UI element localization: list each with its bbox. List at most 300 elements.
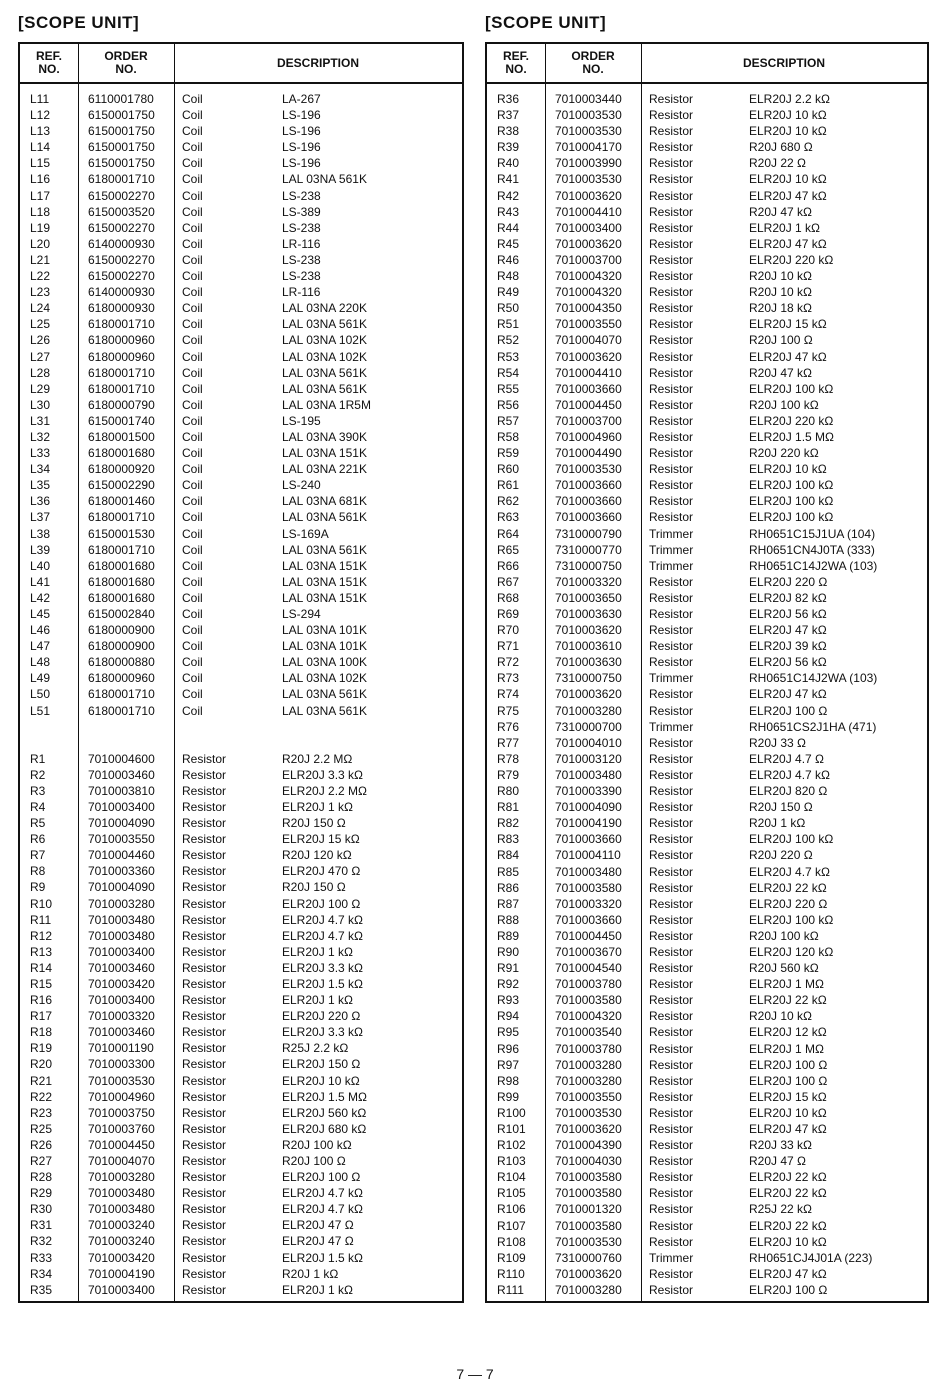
part-spec: ELR20J 47 kΩ — [749, 236, 827, 251]
order-no: 7010003550 — [88, 832, 155, 847]
order-no: 6180001710 — [88, 365, 155, 380]
ref-no: R23 — [30, 1105, 53, 1120]
part-spec: LAL 03NA 561K — [282, 687, 367, 702]
table-row — [20, 413, 462, 429]
order-no: 7010001320 — [555, 1202, 622, 1217]
part-spec: LS-238 — [282, 188, 321, 203]
table-row — [487, 558, 927, 574]
part-type: Trimmer — [649, 671, 694, 686]
table-row — [20, 493, 462, 509]
part-type: Resistor — [182, 944, 227, 959]
ref-no: R51 — [497, 317, 520, 332]
part-type: Resistor — [649, 928, 694, 943]
part-type: Resistor — [649, 1025, 694, 1040]
table-row — [487, 365, 927, 381]
table-row — [487, 1218, 927, 1234]
part-type: Coil — [182, 671, 203, 686]
order-no: 7010003320 — [555, 896, 622, 911]
order-no: 6110001780 — [88, 92, 154, 106]
part-type: Coil — [182, 462, 203, 477]
order-no: 7010003620 — [555, 687, 622, 702]
order-no: 7010003280 — [555, 1073, 622, 1088]
table-row — [20, 558, 462, 574]
order-no: 7010003280 — [555, 703, 622, 718]
table-row — [487, 461, 927, 477]
ref-no: L40 — [30, 558, 51, 573]
table-row — [20, 670, 462, 686]
ref-no: R66 — [497, 558, 520, 573]
ref-no: L50 — [30, 687, 51, 702]
ref-no: R25 — [30, 1121, 53, 1136]
part-type: Coil — [182, 446, 203, 461]
ref-no: R17 — [30, 1009, 53, 1024]
table-row — [487, 735, 927, 751]
part-spec: LAL 03NA 102K — [282, 333, 367, 348]
part-type: Resistor — [182, 783, 227, 798]
part-type: Resistor — [649, 800, 694, 815]
table-row — [487, 751, 927, 767]
part-type: Coil — [182, 252, 203, 267]
table-row — [20, 574, 462, 590]
part-spec: ELR20J 220 Ω — [749, 896, 828, 911]
part-type: Coil — [182, 526, 203, 541]
order-no: 7010004030 — [555, 1154, 622, 1169]
part-type: Trimmer — [649, 526, 694, 541]
part-type: Resistor — [649, 767, 694, 782]
table-row — [20, 703, 462, 719]
order-no: 7010004450 — [555, 928, 622, 943]
order-no: 7010003580 — [555, 1186, 622, 1201]
part-type: Resistor — [649, 220, 694, 235]
ref-no: R40 — [497, 156, 520, 171]
part-type: Coil — [182, 639, 203, 654]
part-spec: ELR20J 47 kΩ — [749, 623, 827, 638]
order-no: 7010003530 — [555, 108, 622, 123]
order-no: 7010003320 — [555, 574, 622, 589]
part-spec: LAL 03NA 151K — [282, 574, 367, 589]
part-spec: LS-389 — [282, 204, 321, 219]
order-no: 7010004410 — [555, 204, 622, 219]
order-no: 7010003990 — [555, 156, 622, 171]
order-no: 6180001680 — [88, 590, 155, 605]
ref-no: R93 — [497, 993, 520, 1008]
ref-no: R29 — [30, 1186, 53, 1201]
order-no: 7010004090 — [555, 800, 622, 815]
part-spec: ELR20J 1 kΩ — [749, 220, 821, 235]
table-body — [487, 84, 927, 1298]
ref-no: R38 — [497, 124, 520, 139]
part-spec: R20J 100 Ω — [282, 1154, 346, 1168]
order-no: 7010003650 — [555, 590, 622, 605]
order-no: 6150002270 — [88, 188, 155, 203]
order-no: 7010003280 — [88, 896, 155, 911]
ref-no: R97 — [497, 1057, 520, 1072]
table-row — [20, 284, 462, 300]
part-type: Coil — [182, 558, 203, 573]
order-no: 7010003480 — [555, 767, 622, 782]
part-spec: LS-196 — [282, 140, 321, 155]
order-no: 7010004390 — [555, 1138, 622, 1153]
table-row — [20, 944, 462, 960]
ref-no: R9 — [30, 880, 46, 895]
part-spec: LS-196 — [282, 108, 321, 123]
part-spec: LAL 03NA 221K — [282, 462, 367, 477]
part-spec: RH0651C14J2WA (103) — [749, 558, 878, 573]
part-type: Resistor — [649, 92, 694, 106]
order-no: 6180001710 — [88, 510, 155, 525]
part-type: Coil — [182, 381, 203, 396]
part-spec: ELR20J 100 kΩ — [749, 381, 834, 396]
ref-no: R84 — [497, 848, 520, 863]
part-type: Resistor — [182, 1218, 227, 1233]
table-row — [20, 590, 462, 606]
part-type: Resistor — [649, 590, 694, 605]
part-spec: LAL 03NA 561K — [282, 510, 367, 525]
order-no: 7010004490 — [555, 446, 622, 461]
part-type: Resistor — [649, 880, 694, 895]
ref-no: L21 — [30, 252, 51, 267]
ref-no: R110 — [497, 1266, 525, 1281]
table-row — [487, 928, 927, 944]
ref-no: L11 — [30, 92, 50, 106]
part-spec: R20J 10 kΩ — [749, 1009, 812, 1024]
part-type: Coil — [182, 365, 203, 380]
table-row — [20, 1233, 462, 1249]
order-no: 7010003580 — [555, 880, 622, 895]
ref-no: R89 — [497, 928, 520, 943]
part-spec: LS-294 — [282, 607, 321, 621]
part-spec: ELR20J 4.7 kΩ — [282, 1186, 364, 1201]
table-row — [20, 831, 462, 847]
table-row — [487, 1137, 927, 1153]
table-row — [487, 847, 927, 863]
order-no: 7010003620 — [555, 1266, 622, 1281]
order-no: 7010004320 — [555, 269, 622, 284]
order-no: 7010003620 — [555, 623, 622, 638]
order-no: 6180001500 — [88, 429, 155, 444]
order-no: 7010003360 — [88, 864, 155, 879]
table-row — [20, 542, 462, 558]
part-spec: R20J 100 Ω — [749, 333, 813, 348]
part-type: Resistor — [182, 1041, 227, 1056]
page-number: 7 — 7 — [456, 1366, 494, 1382]
table-row — [20, 879, 462, 895]
table-row — [487, 91, 927, 107]
part-type: Coil — [182, 124, 203, 139]
table-row — [20, 429, 462, 445]
table-row — [20, 477, 462, 493]
part-spec: ELR20J 10 kΩ — [749, 462, 827, 477]
ref-no: L25 — [30, 317, 51, 332]
part-spec: LS-169A — [282, 526, 329, 541]
ref-no: L37 — [30, 510, 51, 525]
table-row — [20, 1282, 462, 1298]
table-row — [20, 91, 462, 107]
part-spec: ELR20J 1 kΩ — [282, 1282, 354, 1297]
table-row — [20, 171, 462, 187]
order-no: 7010003530 — [555, 1105, 622, 1120]
order-no: 7010003660 — [555, 478, 622, 493]
table-row — [20, 992, 462, 1008]
right-column — [485, 10, 929, 1303]
order-no: 6150001740 — [88, 413, 155, 428]
part-type: Resistor — [182, 864, 227, 879]
left-column — [18, 10, 464, 1303]
part-type: Trimmer — [649, 1250, 694, 1265]
part-spec: ELR20J 1 kΩ — [282, 944, 354, 959]
part-spec: RH0651CN4J0TA (333) — [749, 542, 875, 557]
part-spec: R20J 22 Ω — [749, 156, 806, 171]
table-body — [20, 84, 462, 1298]
order-no: 7010003240 — [88, 1218, 155, 1233]
table-row — [20, 1137, 462, 1153]
table-row — [20, 686, 462, 702]
table-row — [487, 896, 927, 912]
part-type: Resistor — [182, 1025, 227, 1040]
part-spec: LA-267 — [282, 92, 321, 106]
part-spec: R20J 220 kΩ — [749, 446, 819, 461]
part-spec: ELR20J 56 kΩ — [749, 655, 827, 670]
ref-no: R13 — [30, 944, 53, 959]
table-row — [487, 300, 927, 316]
part-spec: R20J 10 kΩ — [749, 269, 812, 284]
part-spec: ELR20J 10 kΩ — [749, 1234, 827, 1249]
part-type: Resistor — [649, 269, 694, 284]
part-type: Resistor — [182, 896, 227, 911]
order-no: 7010003280 — [555, 1057, 622, 1072]
table-row — [20, 1089, 462, 1105]
header-description: DESCRIPTION — [742, 55, 825, 70]
table-row — [487, 1234, 927, 1250]
order-no: 7010004600 — [88, 751, 155, 766]
part-spec: R20J 680 Ω — [749, 140, 813, 155]
ref-no: L41 — [30, 574, 51, 589]
part-spec: ELR20J 47 kΩ — [749, 349, 827, 364]
part-spec: LS-196 — [282, 124, 321, 139]
part-type: Resistor — [649, 784, 694, 799]
ref-no: L29 — [30, 381, 51, 396]
part-spec: ELR20J 4.7 kΩ — [749, 864, 831, 879]
part-spec: ELR20J 47 kΩ — [749, 1122, 827, 1136]
ref-no: R61 — [497, 478, 520, 493]
part-spec: ELR20J 150 Ω — [282, 1057, 361, 1072]
part-type: Resistor — [649, 687, 694, 702]
table-row — [487, 107, 927, 123]
ref-no: L16 — [30, 172, 51, 187]
part-spec: ELR20J 1 kΩ — [282, 993, 354, 1008]
table-row — [20, 397, 462, 413]
part-type: Resistor — [649, 365, 694, 380]
table-row — [487, 686, 927, 702]
part-spec: LS-238 — [282, 220, 321, 235]
table-row — [20, 1217, 462, 1233]
part-type: Resistor — [182, 912, 227, 927]
order-no: 6180001710 — [88, 703, 155, 718]
table-row — [487, 719, 927, 735]
ref-no: R59 — [497, 446, 520, 461]
table-row — [20, 1073, 462, 1089]
part-type: Resistor — [182, 1121, 227, 1136]
ref-no: R7 — [30, 848, 46, 863]
table-row — [20, 606, 462, 622]
part-type: Resistor — [649, 1041, 694, 1056]
part-spec: ELR20J 15 kΩ — [749, 1089, 827, 1104]
table-header — [487, 44, 927, 84]
ref-no: L27 — [30, 349, 51, 364]
order-no: 7010003780 — [555, 1041, 622, 1056]
ref-no: R78 — [497, 751, 520, 766]
order-no: 6180001680 — [88, 446, 155, 461]
part-type: Resistor — [649, 124, 694, 139]
ref-no: R80 — [497, 784, 520, 799]
order-no: 7010003400 — [88, 799, 155, 814]
part-spec: ELR20J 10 kΩ — [749, 1105, 827, 1120]
part-type: Resistor — [182, 928, 227, 943]
order-no: 7010003280 — [88, 1170, 155, 1185]
part-type: Resistor — [649, 204, 694, 219]
table-row — [487, 799, 927, 815]
ref-no: R83 — [497, 832, 520, 847]
column-divider — [78, 44, 79, 1301]
order-no: 6180001680 — [88, 574, 155, 589]
part-type: Resistor — [649, 252, 694, 267]
part-spec: ELR20J 220 kΩ — [749, 413, 834, 428]
order-no: 7010003620 — [555, 1122, 622, 1136]
table-row — [487, 590, 927, 606]
order-no: 6180001680 — [88, 558, 155, 573]
part-spec: ELR20J 1 kΩ — [282, 799, 354, 814]
table-row — [20, 960, 462, 976]
part-spec: LAL 03NA 102K — [282, 671, 367, 686]
table-row — [20, 863, 462, 879]
ref-no: R20 — [30, 1057, 53, 1072]
ref-no: R41 — [497, 172, 520, 187]
table-row — [20, 252, 462, 268]
part-spec: ELR20J 220 Ω — [749, 574, 828, 589]
ref-no: L20 — [30, 236, 51, 251]
table-row — [487, 284, 927, 300]
order-no: 7010003460 — [88, 767, 155, 782]
order-no: 7010003530 — [555, 124, 622, 139]
ref-no: L46 — [30, 623, 51, 638]
ref-no: R95 — [497, 1025, 520, 1040]
order-no: 7010003460 — [88, 1025, 155, 1040]
part-spec: R20J 2.2 MΩ — [282, 751, 353, 766]
ref-no: R21 — [30, 1073, 53, 1088]
order-no: 6180000960 — [88, 333, 155, 348]
part-spec: ELR20J 47 kΩ — [749, 1266, 827, 1281]
part-type: Resistor — [649, 108, 694, 123]
section-title-right: [SCOPE UNIT] — [485, 13, 607, 32]
order-no: 7010003780 — [555, 977, 622, 992]
part-type: Resistor — [649, 832, 694, 847]
ref-no: R107 — [497, 1218, 526, 1233]
part-type: Resistor — [649, 703, 694, 718]
part-type: Resistor — [649, 944, 694, 959]
order-no: 6180001710 — [88, 687, 155, 702]
ref-no: R69 — [497, 607, 520, 621]
part-type: Resistor — [649, 751, 694, 766]
order-no: 7010003630 — [555, 607, 622, 621]
ref-no: L38 — [30, 526, 51, 541]
ref-no: R92 — [497, 977, 520, 992]
part-type: Resistor — [649, 639, 694, 654]
part-spec: ELR20J 56 kΩ — [749, 607, 827, 621]
ref-no: R85 — [497, 864, 520, 879]
table-row — [487, 815, 927, 831]
order-no: 6150002270 — [88, 252, 155, 267]
ref-no: R19 — [30, 1041, 53, 1056]
part-spec: LAL 03NA 561K — [282, 703, 367, 718]
part-spec: ELR20J 100 Ω — [749, 1073, 828, 1088]
table-row — [487, 413, 927, 429]
order-no: 6180000900 — [88, 623, 155, 638]
part-spec: ELR20J 22 kΩ — [749, 880, 827, 895]
table-row — [487, 252, 927, 268]
part-spec: LS-195 — [282, 413, 321, 428]
order-no: 6150001750 — [88, 108, 155, 123]
column-divider — [545, 44, 546, 1301]
part-type: Resistor — [649, 961, 694, 976]
table-row — [20, 783, 462, 799]
part-type: Coil — [182, 349, 203, 364]
part-type: Resistor — [182, 960, 227, 975]
part-spec: LAL 03NA 101K — [282, 639, 367, 654]
table-row — [487, 316, 927, 332]
part-type: Coil — [182, 542, 203, 557]
part-type: Resistor — [182, 1073, 227, 1088]
part-type: Resistor — [649, 655, 694, 670]
ref-no: R12 — [30, 928, 53, 943]
ref-no: R10 — [30, 896, 53, 911]
column-divider — [174, 44, 175, 1301]
ref-no: R4 — [30, 799, 46, 814]
ref-no: R49 — [497, 285, 520, 300]
part-spec: ELR20J 560 kΩ — [282, 1105, 367, 1120]
order-no: 6180001710 — [88, 172, 155, 187]
ref-no: R18 — [30, 1025, 53, 1040]
table-row — [20, 349, 462, 365]
table-row — [487, 332, 927, 348]
part-spec: LAL 03NA 681K — [282, 494, 367, 509]
table-row — [487, 1024, 927, 1040]
part-type: Resistor — [649, 381, 694, 396]
part-type: Resistor — [182, 816, 227, 831]
part-type: Resistor — [649, 816, 694, 831]
part-type: Coil — [182, 429, 203, 444]
ref-no: R30 — [30, 1202, 53, 1217]
order-no: 6150001750 — [88, 124, 155, 139]
table-row — [20, 976, 462, 992]
ref-no: R64 — [497, 526, 520, 541]
table-row — [487, 1185, 927, 1201]
header-order: ORDER NO. — [104, 49, 148, 76]
ref-no: R94 — [497, 1009, 520, 1024]
order-no: 7010001190 — [88, 1041, 154, 1056]
order-no: 6180000930 — [88, 301, 155, 316]
part-type: Resistor — [649, 510, 694, 525]
part-spec: LAL 03NA 561K — [282, 317, 367, 332]
table-row — [487, 703, 927, 719]
part-spec: ELR20J 100 kΩ — [749, 510, 834, 525]
order-no: 6180001710 — [88, 381, 155, 396]
order-no: 7010003550 — [555, 1089, 622, 1104]
order-no: 6180001710 — [88, 317, 155, 332]
part-spec: R20J 18 kΩ — [749, 301, 812, 316]
ref-no: R90 — [497, 944, 520, 959]
order-no: 7010004170 — [555, 140, 622, 155]
part-type: Coil — [182, 590, 203, 605]
